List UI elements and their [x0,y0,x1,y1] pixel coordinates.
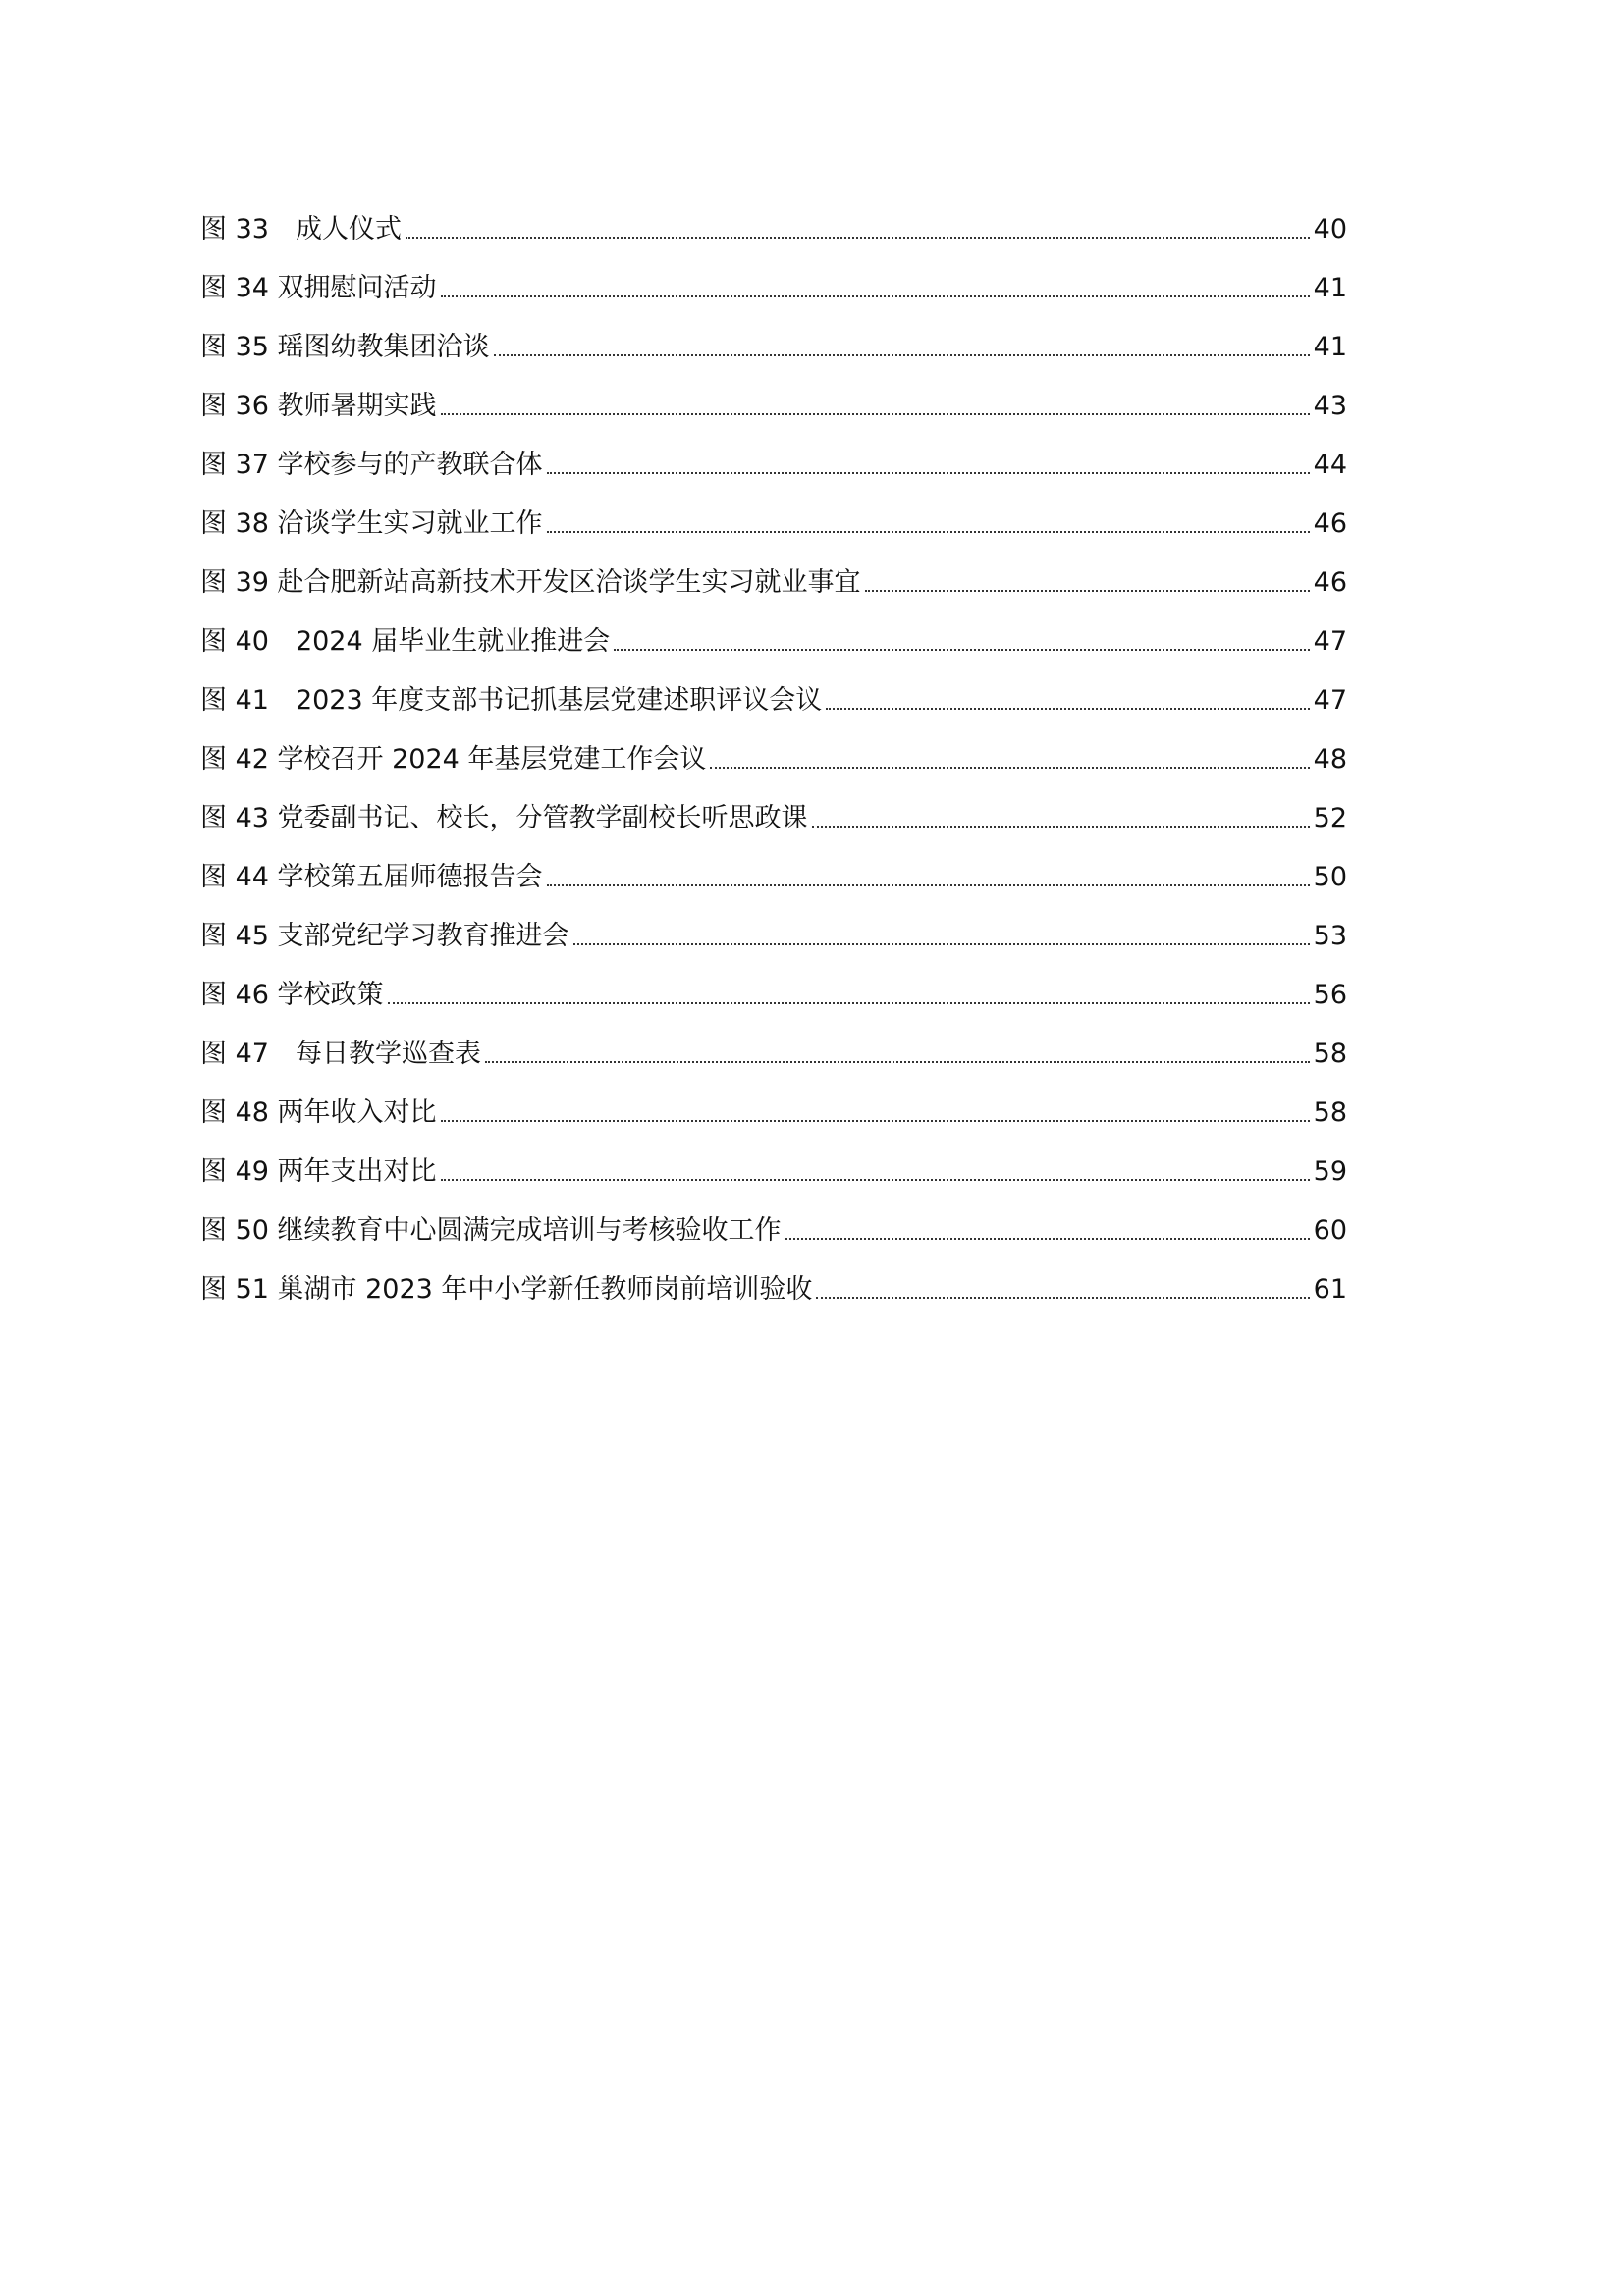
toc-dot-leader [494,354,1310,356]
toc-entry-title: 图 51 巢湖市 2023 年中小学新任教师岗前培训验收 [200,1274,813,1305]
toc-entry[interactable] [200,726,1347,785]
toc-entry-page-number: 61 [1313,1274,1347,1305]
toc-dot-leader [812,826,1310,828]
toc-dot-leader [573,943,1310,945]
toc-entry[interactable] [200,373,1347,432]
toc-entry-page-number: 48 [1313,744,1347,774]
toc-entry[interactable] [200,1256,1347,1315]
toc-entry[interactable] [200,903,1347,962]
toc-dot-leader [547,472,1310,474]
toc-dot-leader [441,1120,1310,1122]
toc-entry[interactable] [200,785,1347,844]
toc-entry-page-number: 41 [1313,332,1347,362]
toc-entry[interactable] [200,609,1347,667]
toc-entry-title: 图 43 党委副书记、校长，分管教学副校长听思政课 [200,803,808,833]
toc-entry-page-number: 44 [1313,450,1347,480]
toc-entry[interactable] [200,962,1347,1021]
toc-entry-page-number: 60 [1313,1215,1347,1246]
toc-dot-leader [785,1238,1310,1240]
toc-entry-page-number: 40 [1313,214,1347,244]
toc-entry[interactable] [200,491,1347,550]
toc-entry-page-number: 58 [1313,1039,1347,1069]
toc-dot-leader [865,590,1310,592]
toc-entry-title: 图 50 继续教育中心圆满完成培训与考核验收工作 [200,1215,782,1246]
toc-entry-title: 图 41 2023 年度支部书记抓基层党建述职评议会议 [200,685,823,716]
toc-entry[interactable] [200,432,1347,491]
toc-entry[interactable] [200,314,1347,373]
toc-dot-leader [816,1297,1309,1299]
toc-entry-page-number: 43 [1313,391,1347,421]
toc-dot-leader [710,767,1309,769]
toc-entry-title: 图 34 双拥慰问活动 [200,273,437,303]
toc-entry-page-number: 53 [1313,921,1347,951]
toc-dot-leader [485,1061,1310,1063]
toc-entry-title: 图 44 学校第五届师德报告会 [200,862,543,892]
toc-entry[interactable] [200,255,1347,314]
toc-dot-leader [441,413,1310,415]
toc-entry[interactable] [200,667,1347,726]
toc-entry-title: 图 46 学校政策 [200,980,384,1010]
toc-entry-page-number: 46 [1313,567,1347,598]
toc-dot-leader [441,1179,1310,1181]
toc-entry-title: 图 38 洽谈学生实习就业工作 [200,508,543,539]
toc-entry-page-number: 50 [1313,862,1347,892]
toc-entry[interactable] [200,1021,1347,1080]
toc-entry-title: 图 39 赴合肥新站高新技术开发区洽谈学生实习就业事宜 [200,567,861,598]
toc-dot-leader [388,1002,1310,1004]
toc-entry-title: 图 42 学校召开 2024 年基层党建工作会议 [200,744,707,774]
toc-entry-page-number: 52 [1313,803,1347,833]
toc-dot-leader [441,295,1310,297]
toc-entry-page-number: 41 [1313,273,1347,303]
toc-entry[interactable] [200,196,1347,255]
figure-list-toc [200,196,1347,1315]
toc-entry-title: 图 49 两年支出对比 [200,1156,437,1187]
toc-entry[interactable] [200,844,1347,903]
toc-entry[interactable] [200,550,1347,609]
toc-entry[interactable] [200,1139,1347,1198]
toc-dot-leader [614,649,1309,651]
toc-dot-leader [547,531,1310,533]
toc-entry-title: 图 48 两年收入对比 [200,1097,437,1128]
toc-dot-leader [826,708,1309,710]
toc-entry-title: 图 33 成人仪式 [200,214,402,244]
toc-entry-page-number: 56 [1313,980,1347,1010]
toc-entry-page-number: 59 [1313,1156,1347,1187]
toc-entry-title: 图 37 学校参与的产教联合体 [200,450,543,480]
toc-entry-title: 图 35 瑶图幼教集团洽谈 [200,332,490,362]
toc-entry-page-number: 47 [1313,685,1347,716]
toc-entry-title: 图 40 2024 届毕业生就业推进会 [200,626,611,657]
toc-entry[interactable] [200,1080,1347,1139]
toc-entry-title: 图 47 每日教学巡查表 [200,1039,481,1069]
toc-entry-page-number: 47 [1313,626,1347,657]
toc-entry[interactable] [200,1198,1347,1256]
toc-dot-leader [547,884,1310,886]
toc-entry-title: 图 45 支部党纪学习教育推进会 [200,921,569,951]
toc-entry-title: 图 36 教师暑期实践 [200,391,437,421]
toc-dot-leader [406,237,1310,239]
toc-entry-page-number: 46 [1313,508,1347,539]
toc-entry-page-number: 58 [1313,1097,1347,1128]
